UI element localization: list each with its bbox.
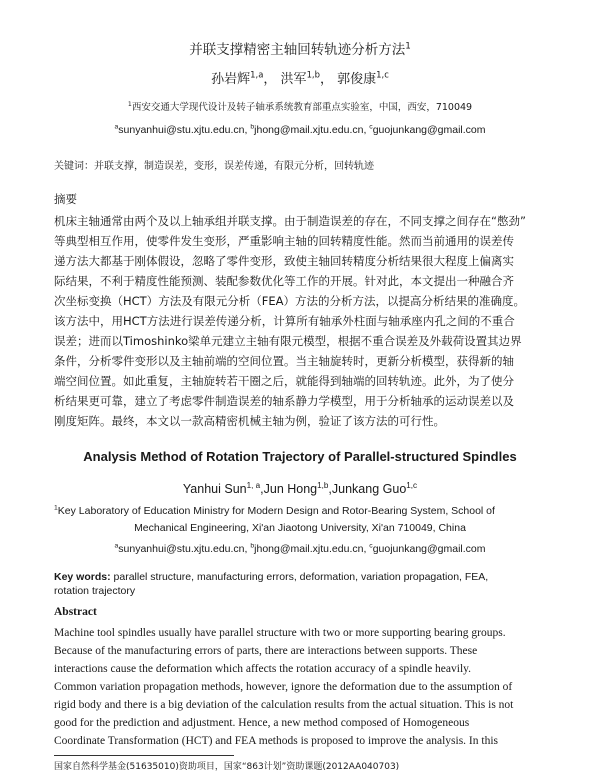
abstract-line: 际结果，不利于精度性能预测、装配参数优化等工作的开展。针对此，本文提出一种融合齐 [54,274,514,288]
english-affiliation-line1: $^1$Key Laboratory of Education Ministry for Modern Design and Rotor-Bearing System, School of [54,504,495,517]
chinese-keywords: 关键词：并联支撑，制造误差，变形，误差传递，有限元分析，回转轨迹 [54,161,374,172]
english-keywords: Key words: parallel structure, manufacturing errors, deformation, variation propagation, FEA, [54,571,489,583]
keywords-label: Key words: [54,571,111,583]
english-keywords-cont: rotation trajectory [54,585,136,597]
footnote: 国家自然科学基金(51635010)资助项目，国家“863计划”资助课题(2012AA040703) [54,762,400,772]
abstract-line: 析结果更可靠，建立了考虑零件制造误差的轴系静力学模型，用于分析轴承的运动误差以及 [54,394,514,408]
author-name: 洪军 [280,72,307,87]
chinese-emails: $^a$sunyanhui@stu.xjtu.edu.cn, $^b$jhong@mail.xjtu.edu.cn, $^c$guojunkang@gmail.com [114,123,486,136]
abstract-line: Common variation propagation methods, however, ignore the deformation due to the assumption of [54,681,513,693]
abstract-line: Because of the manufacturing errors of parts, there are interactions between supports. These [54,645,478,657]
abstract-line: good for the prediction and adjustment. Hence, a new method composed of Homogeneous [54,717,470,729]
abstract-line: 刚度矩阵。最终，本文以一款高精密机械主轴为例，验证了该方法的可行性。 [54,414,445,428]
abstract-line: 机床主轴通常由两个及以上轴承组并联支撑。由于制造误差的存在，不同支撑之间存在“憋劲” [54,214,526,228]
english-title: Analysis Method of Rotation Trajectory of Parallel-structured Spindles [83,449,517,464]
abstract-line: 端空间位置。如此重复，主轴旋转若干圈之后，就能得到轴端的回转轨迹。此外，为了使分 [54,374,514,388]
abstract-line: 次坐标变换（HCT）方法及有限元分析（FEA）方法的分析方法，以提高分析结果的准确度。 [54,294,525,308]
author-name: Jun Hong [263,482,318,496]
english-emails: $^a$sunyanhui@stu.xjtu.edu.cn, $^b$jhong@mail.xjtu.edu.cn, $^c$guojunkang@gmail.com [114,542,486,555]
chinese-abstract-heading: 摘要 [54,192,77,206]
english-affiliation-line2: Mechanical Engineering, Xi'an Jiaotong University, Xi'an 710049, China [134,522,466,534]
english-abstract-heading: Abstract [54,606,97,618]
abstract-line: Machine tool spindles usually have parallel structure with two or more supporting bearing groups. [54,627,506,639]
abstract-line: 等典型相互作用，使零件发生变形，严重影响主轴的回转精度性能。然而当前通用的误差传 [54,234,514,248]
author-name: 孙岩辉 [211,72,251,87]
chinese-affiliation: $^1$西安交通大学现代设计及转子轴承系统教育部重点实验室，中国，西安，710049 [127,100,473,113]
abstract-line: rigid body and there is a big deviation of the calculation results from the actual situation. This is not [54,699,514,711]
chinese-authors: 孙岩辉$^{1,a}$， 洪军$^{1,b}$， 郭俊康$^{1,c}$ [211,69,389,87]
abstract-line: Coordinate Transformation (HCT) and FEA methods is proposed to improve the analysis. In this [54,735,498,747]
english-authors: Yanhui Sun$^{1, a}$,Jun Hong$^{1,b}$,Junkang Guo$^{1,c}$ [182,480,418,496]
abstract-line: 条件，分析零件变形以及主轴前端的空间位置。当主轴旋转时，更新分析模型，获得新的轴 [54,354,514,368]
author-name: 郭俊康 [337,72,377,87]
author-name: Junkang Guo [331,482,407,496]
chinese-title: 并联支撑精密主轴回转轨迹分析方法$^1$ [189,41,411,58]
abstract-line: 误差；进而以Timoshinko梁单元建立主轴有限元模型，根据不重合误差及外载荷设置其边界 [54,334,522,348]
author-name: Yanhui Sun [182,482,247,496]
abstract-line: 递方法大都基于刚体假设，忽略了零件变形，致使主轴回转精度分析结果很大程度上偏离实 [54,254,514,268]
abstract-line: interactions cause the deformation which affects the rotation accuracy of a spindle heavily. [54,663,472,675]
abstract-line: 该方法中，用HCT方法进行误差传递分析，计算所有轴承外柱面与轴承座内孔之间的不重合 [54,314,515,328]
footnote-rule [54,755,234,756]
